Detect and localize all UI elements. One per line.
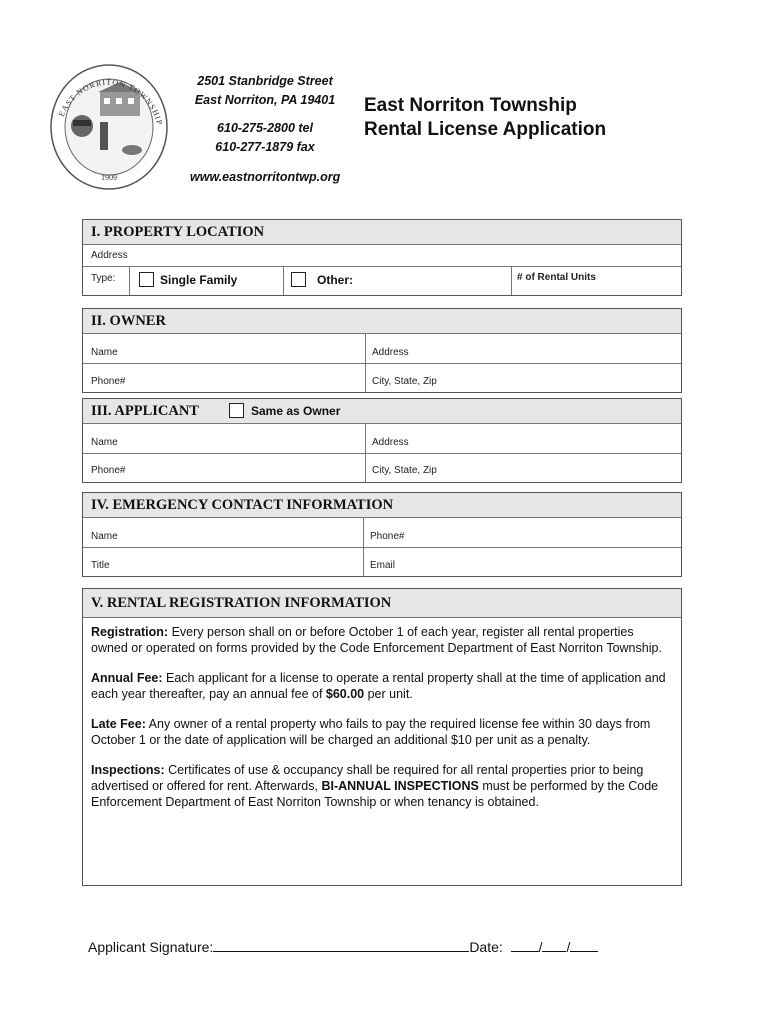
phone-number: 610-275-2800 tel — [217, 121, 313, 135]
registration-paragraph: Registration: Every person shall on or before October 1 of each year, register all rental properties owned or operated on forms provided by the Code Enforcement Department of East Norriton Township. — [91, 625, 662, 655]
township-seal — [48, 62, 170, 192]
signature-field[interactable] — [213, 937, 469, 952]
inspections-paragraph: Inspections: Certificates of use & occupancy shall be required for all rental properties prior to being advertised or offered for rent. Afterwards, BI-ANNUAL INSPECTIONS must be performed by the Code Enforcement Department of East Norriton Township or when tenancy is obtained. — [91, 763, 659, 809]
signature-line: Applicant Signature: Date: / / — [88, 937, 598, 955]
address-field[interactable] — [83, 245, 681, 267]
same-as-owner-checkbox[interactable] — [229, 403, 244, 418]
section-heading: II. OWNER — [83, 309, 681, 334]
section-heading: V. RENTAL REGISTRATION INFORMATION — [83, 589, 681, 618]
section-heading: I. PROPERTY LOCATION — [83, 220, 681, 245]
single-family-checkbox[interactable] — [139, 272, 154, 287]
fax-number: 610-277-1879 fax — [215, 140, 315, 154]
section-heading: III. APPLICANT Same as Owner — [83, 399, 681, 424]
section-rental-registration — [82, 588, 682, 886]
address-label: Address — [91, 250, 128, 261]
annual-fee-paragraph: Annual Fee: Each applicant for a license to operate a rental property shall at the time of application and each year thereafter, pay an annual fee of $60.00 per unit. — [91, 671, 666, 701]
applicant-phone-label: Phone# — [91, 465, 126, 476]
section-applicant — [82, 398, 682, 483]
type-label: Type: — [91, 273, 116, 284]
date-month-field[interactable] — [511, 937, 539, 952]
single-family-label: Single Family — [160, 273, 238, 287]
same-as-owner-label: Same as Owner — [251, 404, 341, 418]
contact-phone-label: Phone# — [370, 531, 405, 542]
owner-city-label: City, State, Zip — [372, 376, 437, 387]
applicant-address-label: Address — [372, 437, 409, 448]
applicant-city-label: City, State, Zip — [372, 465, 437, 476]
applicant-name-label: Name — [91, 437, 118, 448]
date-label: Date: — [469, 939, 503, 955]
section-emergency-contact — [82, 492, 682, 577]
owner-name-label: Name — [91, 347, 118, 358]
date-day-field[interactable] — [542, 937, 566, 952]
owner-phone-label: Phone# — [91, 376, 126, 387]
contact-name-label: Name — [91, 531, 118, 542]
owner-address-label: Address — [372, 347, 409, 358]
signature-label: Applicant Signature: — [88, 939, 214, 955]
section-property-location — [82, 219, 682, 296]
website: www.eastnorritontwp.org — [190, 170, 341, 184]
rental-units-label: # of Rental Units — [517, 272, 596, 283]
other-label: Other: — [317, 273, 353, 287]
form-title-line2: Rental License Application — [364, 119, 607, 140]
form-title-line1: East Norriton Township — [364, 95, 577, 116]
section-owner — [82, 308, 682, 393]
contact-title-label: Title — [91, 560, 110, 571]
contact-email-label: Email — [370, 560, 396, 571]
registration-info-text — [83, 618, 681, 820]
date-year-field[interactable] — [570, 937, 598, 952]
section-heading: IV. EMERGENCY CONTACT INFORMATION — [83, 493, 681, 518]
seal-text: EAST NORRITON TOWNSHIP — [56, 77, 165, 127]
type-row — [83, 267, 681, 295]
late-fee-paragraph: Late Fee: Any owner of a rental property who fails to pay the required license fee within 30 days from October 1 or the date of application will be charged an additional $10 per unit as a penalty. — [91, 717, 651, 747]
city-address: East Norriton, PA 19401 — [194, 93, 336, 107]
other-checkbox[interactable] — [291, 272, 306, 287]
street-address: 2501 Stanbridge Street — [197, 74, 333, 88]
seal-year: 1909 — [101, 173, 117, 182]
